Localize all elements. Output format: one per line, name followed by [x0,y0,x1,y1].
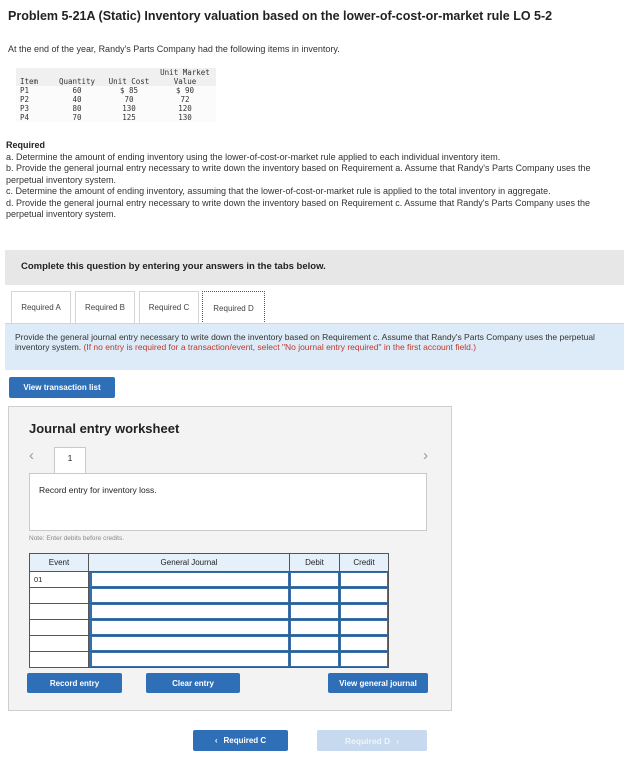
prev-required-label: Required C [223,736,267,745]
chevron-right-icon[interactable]: › [423,447,428,464]
record-instruction: Record entry for inventory loss. [39,485,157,495]
tab-required-c[interactable]: Required C [139,291,199,323]
requirement-b: b. Provide the general journal entry necessary to write down the inventory based on Requirement a. Assume that Randy's Parts Company uses the perpetual inventory system. [6,163,591,185]
debit-input[interactable] [290,652,339,667]
journal-row [30,572,389,588]
header-quantity: Quantity [50,77,104,86]
debit-input[interactable] [290,636,339,651]
credit-input[interactable] [340,572,388,587]
prev-required-button[interactable] [193,730,288,751]
debit-input[interactable] [290,604,339,619]
tab-required-b[interactable]: Required B [75,291,135,323]
view-general-journal-button[interactable]: View general journal [328,673,428,693]
requirement-c: c. Determine the amount of ending inventory, assuming that the lower-of-cost-or-market rule is applied to the total inventory in aggregate. [6,186,551,196]
table-row: P4 70 125 130 [16,113,216,122]
worksheet-title: Journal entry worksheet [29,421,180,436]
journal-row [30,588,389,604]
tab-required-d[interactable]: Required D [202,291,265,324]
debit-input[interactable] [290,620,339,635]
tab-instruction [5,324,624,370]
account-input[interactable] [89,588,289,603]
inventory-table [16,68,216,122]
account-input[interactable] [89,620,289,635]
table-row: P3 80 130 120 [16,104,216,113]
chevron-left-icon: ‹ [214,736,218,745]
chevron-left-icon[interactable]: ‹ [29,447,34,464]
next-required-label: Required D [344,735,391,746]
debit-input[interactable] [290,588,339,603]
account-input[interactable] [89,572,289,587]
record-panel [29,473,427,531]
journal-table [29,553,389,668]
header-unit-cost: Unit Cost [104,77,154,86]
column-event: Event [30,554,89,572]
next-required-button[interactable] [317,730,427,751]
instruction-note: (If no entry is required for a transaction/event, select "No journal entry required" in the first account field.) [83,342,477,352]
clear-entry-button[interactable]: Clear entry [146,673,240,693]
journal-row [30,620,389,636]
credit-input[interactable] [340,588,388,603]
view-transaction-list-button[interactable]: View transaction list [9,377,115,398]
requirements-heading: Required [6,140,46,150]
journal-entry-worksheet [8,406,452,711]
record-entry-button[interactable]: Record entry [27,673,122,693]
chevron-right-icon: › [396,735,400,746]
table-row: P2 40 70 72 [16,95,216,104]
credit-input[interactable] [340,620,388,635]
column-credit: Credit [340,554,389,572]
account-input[interactable] [89,604,289,619]
column-general-journal: General Journal [89,554,290,572]
debit-input[interactable] [290,572,339,587]
banner-text: Complete this question by entering your answers in the tabs below. [21,261,326,272]
header-market-line1: Unit Market [154,68,216,77]
requirements-section [6,140,621,221]
problem-intro: At the end of the year, Randy's Parts Company had the following items in inventory. [8,44,340,54]
credit-input[interactable] [340,636,388,651]
column-debit: Debit [290,554,340,572]
account-input[interactable] [89,652,289,667]
table-row: P1 60 $ 85 $ 90 [16,86,216,95]
requirement-a: a. Determine the amount of ending inventory using the lower-of-cost-or-market rule applied to each individual inventory item. [6,151,501,162]
header-item: Item [16,77,50,86]
instructions-banner [5,250,624,285]
credit-input[interactable] [340,604,388,619]
credit-input[interactable] [340,652,388,667]
account-input[interactable] [89,636,289,651]
event-number: 01 [30,572,89,588]
journal-row [30,604,389,620]
tab-required-a[interactable]: Required A [11,291,71,323]
worksheet-page-tab[interactable]: 1 [54,447,86,473]
header-market-line2: Value [154,77,216,86]
journal-row [30,652,389,668]
requirement-d: d. Provide the general journal entry necessary to write down the inventory based on Requirement c. Assume that Randy's Parts Company uses the perpetual inventory system. [6,197,591,219]
journal-row [30,636,389,652]
debits-note: Note: Enter debits before credits. [29,535,125,542]
problem-title: Problem 5-21A (Static) Inventory valuation based on the lower-of-cost-or-market rule LO 5-2 [8,9,553,23]
instruction-text: Provide the general journal entry necessary to write down the inventory based on Requirement c. Assume that Randy's Parts Company uses the perpetual inventory system. [15,332,595,352]
